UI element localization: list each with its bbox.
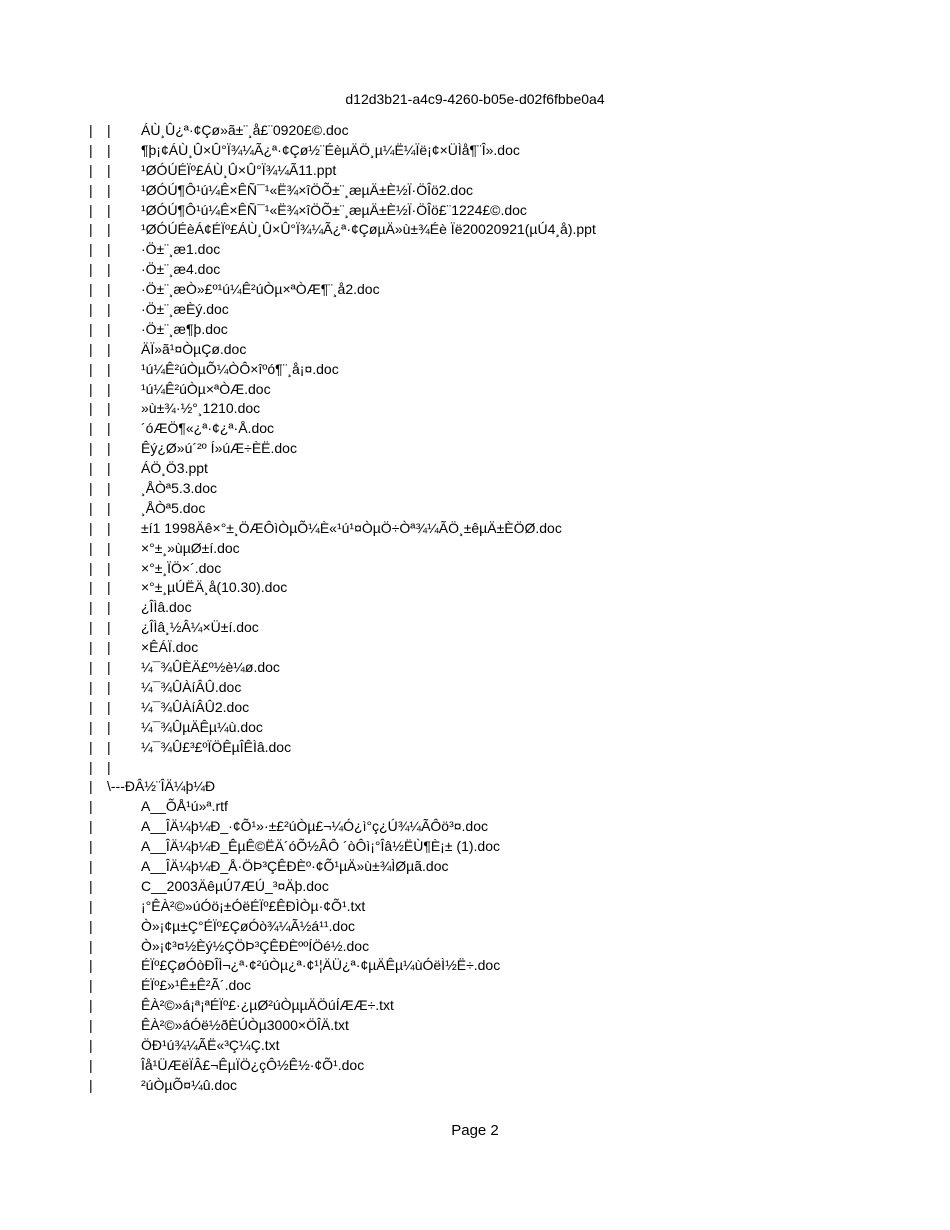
list-item [0, 1036, 950, 1056]
tree-pipe: | [107, 678, 111, 695]
file-name: ÉÏº£»¹Ê±Ê²Ã´.doc [141, 977, 252, 994]
list-item [0, 360, 950, 380]
tree-pipe: | [89, 320, 93, 337]
file-name: ÉÏº£ÇøÓòÐÎÌ¬¿ª·¢²úÒµ¿ª·¢¹¦ÄÜ¿ª·¢µÄÊµ¼ùÓëÌ½Ë÷.doc [141, 957, 501, 974]
file-name: ×ÊÁÏ.doc [141, 639, 199, 656]
tree-pipe: | [89, 261, 93, 278]
document-header [0, 90, 950, 108]
file-name: ÁÖ¸Ö3.ppt [141, 460, 208, 477]
file-name: ·Ö±¨¸æÒ»£º¹ú¼Ê²úÒµ×ªÒÆ¶¨¸å2.doc [141, 281, 380, 298]
tree-pipe: | [107, 539, 111, 556]
tree-pipe: | [107, 698, 111, 715]
tree-pipe: | [107, 320, 111, 337]
tree-pipe: | [107, 420, 111, 437]
list-item [0, 658, 950, 678]
tree-pipe: | [89, 241, 93, 258]
tree-pipe: | [89, 480, 93, 497]
file-name: ¼¯¾ÛÈÄ£º½è¼ø.doc [141, 659, 280, 676]
tree-pipe: | [89, 181, 93, 198]
tree-pipe: | [89, 718, 93, 735]
tree-pipe: | [107, 201, 111, 218]
document-title: d12d3b21-a4c9-4260-b05e-d02f6fbbe0a4 [345, 91, 605, 107]
file-name: ´óÆÖ¶«¿ª·¢¿ª·Å.doc [141, 420, 275, 437]
list-item [0, 300, 950, 320]
file-name: ±í1 1998Äê×°±¸ÖÆÔìÒµÕ¼È«¹ú¹¤ÒµÖ÷Òª¾¼ÃÖ¸±êµÄ±ÈÖØ.doc [141, 519, 562, 536]
tree-pipe: | [89, 857, 93, 874]
tree-pipe: | [89, 301, 93, 318]
file-name: ¹ØÓÚÉèÁ¢ÉÏº£ÁÙ¸Û×Û°Ï¾¼Ã¿ª·¢ÇøµÄ»ù±¾Éè Ïë20020921(µÚ4¸å).ppt [141, 221, 596, 238]
tree-pipe: | [89, 499, 93, 516]
tree-pipe: | [107, 241, 111, 258]
file-name: ÊÀ²©»á¡ª¡ªÉÏº£·¿µØ²úÒµµÄÖúÍÆÆ÷.txt [141, 997, 394, 1014]
tree-pipe: | [89, 201, 93, 218]
tree-pipe: | [89, 659, 93, 676]
file-name: ¸ÅÒª5.3.doc [141, 480, 217, 497]
list-item [0, 638, 950, 658]
tree-pipe: | [107, 141, 111, 158]
list-item [0, 280, 950, 300]
tree-pipe: | [89, 778, 93, 795]
file-name: ¼¯¾Û£³£ºÏÖÊµÎÊÌâ.doc [141, 738, 292, 755]
list-item [0, 559, 950, 579]
tree-pipe: | [89, 619, 93, 636]
tree-pipe: | [107, 301, 111, 318]
tree-pipe: | [107, 659, 111, 676]
tree-pipe: | [89, 997, 93, 1014]
file-name: ¹ú¼Ê²úÒµÕ¼ÒÔ×îºó¶¨¸å¡¤.doc [141, 360, 339, 377]
file-name: C__2003ÄêµÚ7ÆÚ_³¤Äþ.doc [141, 877, 329, 894]
file-name: ÊÀ²©»áÓë½ðÈÚÒµ3000×ÖÎÄ.txt [141, 1017, 349, 1034]
list-item [0, 1056, 950, 1076]
file-name: ÄÏ»ã¹¤ÒµÇø.doc [141, 340, 247, 357]
file-name: ×°±¸»ùµØ±í.doc [141, 539, 240, 556]
tree-pipe: | [89, 639, 93, 656]
tree-pipe: | [89, 1017, 93, 1034]
tree-pipe: | [89, 559, 93, 576]
file-name: ¶þ¡¢ÁÙ¸Û×Û°Ï¾¼Ã¿ª·¢Çø½¨ÉèµÄÖ¸µ¼Ë¼Ïë¡¢×ÜÌå¶¨Î».doc [141, 141, 520, 158]
list-item [0, 439, 950, 459]
tree-pipe: | [89, 678, 93, 695]
tree-pipe: | [89, 599, 93, 616]
tree-pipe: | [89, 340, 93, 357]
file-name: ²úÒµÕ¤¼û.doc [141, 1076, 238, 1093]
tree-pipe: | [107, 579, 111, 596]
tree-pipe: | [89, 1036, 93, 1053]
list-item [0, 459, 950, 479]
list-item [0, 837, 950, 857]
tree-pipe: | [89, 440, 93, 457]
folder-name: \---ÐÂ½¨ÎÄ¼þ¼Ð [107, 778, 216, 795]
list-item [0, 917, 950, 937]
list-item [0, 539, 950, 559]
tree-pipe: | [89, 957, 93, 974]
file-name: A__ÎÄ¼þ¼Ð_Å·ÖÞ³ÇÊÐÈº·¢Õ¹µÄ»ù±¾ÌØµã.doc [141, 857, 449, 874]
file-name: ¼¯¾ÛÀíÂÛ2.doc [141, 698, 250, 715]
list-item [0, 181, 950, 201]
list-item [0, 718, 950, 738]
list-item [0, 419, 950, 439]
tree-pipe: | [89, 539, 93, 556]
list-item [0, 340, 950, 360]
file-name: ¹ú¼Ê²úÒµ×ªÒÆ.doc [141, 380, 271, 397]
tree-pipe: | [89, 400, 93, 417]
tree-pipe: | [107, 221, 111, 238]
tree-pipe: | [89, 360, 93, 377]
file-name: ×°±¸ÏÖ×´.doc [141, 559, 222, 576]
list-item [0, 897, 950, 917]
file-name: ¡°ÊÀ²©»úÓö¡±ÓëÉÏº£ÊÐÌÒµ·¢Õ¹.txt [141, 897, 366, 914]
list-item [0, 320, 950, 340]
file-name: ¹ØÓÚ¶Ô¹ú¼Ê×ÊÑ¯¹«Ë¾×îÖÕ±¨¸æµÄ±È½Ï·ÖÎö£¨1224£©.doc [141, 201, 527, 218]
tree-pipe: | [107, 400, 111, 417]
list-item [0, 499, 950, 519]
tree-pipe: | [107, 181, 111, 198]
file-name: ¹ØÓÚÉÏº£ÁÙ¸Û×Û°Ï¾¼Ã11.ppt [141, 161, 337, 178]
list-item [0, 1076, 950, 1096]
list-item [0, 976, 950, 996]
list-item [0, 598, 950, 618]
tree-pipe: | [89, 1056, 93, 1073]
tree-pipe: | [107, 738, 111, 755]
list-item [0, 260, 950, 280]
tree-pipe: | [107, 281, 111, 298]
list-item [0, 220, 950, 240]
tree-pipe: | [107, 460, 111, 477]
file-name: Ò»¡¢µ±Ç°ÉÏº£ÇøÓò¾¼Ã½á¹¹.doc [141, 917, 355, 934]
tree-pipe: | [89, 917, 93, 934]
tree-pipe: | [89, 281, 93, 298]
tree-pipe: | [89, 420, 93, 437]
file-name: ÁÙ¸Û¿ª·¢Çø»ã±¨¸å£¨0920£©.doc [141, 122, 349, 138]
page-footer [0, 1122, 950, 1140]
tree-pipe: | [89, 738, 93, 755]
tree-pipe: | [89, 798, 93, 815]
list-item [0, 797, 950, 817]
tree-pipe: | [107, 599, 111, 616]
tree-pipe: | [107, 559, 111, 576]
tree-pipe: | [89, 519, 93, 536]
tree-pipe: | [89, 161, 93, 178]
list-item [0, 956, 950, 976]
file-name: A__ÎÄ¼þ¼Ð_·¢Õ¹»·±£²úÒµ£¬¼Ó¿ì°ç¿Ú¾¼ÃÔö³¤.doc [141, 818, 488, 835]
folder-branch-row [0, 777, 950, 797]
list-item [0, 877, 950, 897]
list-item [0, 399, 950, 419]
list-item [0, 479, 950, 499]
file-name: Ò»¡¢³¤½Èý½ÇÖÞ³ÇÊÐÈººÍÖé½.doc [141, 937, 370, 954]
tree-pipe: | [107, 360, 111, 377]
file-tree-listing [0, 121, 950, 1096]
tree-pipe: | [107, 380, 111, 397]
tree-pipe: | [107, 161, 111, 178]
file-name: Êý¿Ø»ú´²º Í»úÆ÷ÈË.doc [141, 440, 297, 457]
list-item [0, 678, 950, 698]
tree-pipe: | [89, 122, 93, 138]
list-item [0, 121, 950, 141]
tree-pipe: | [89, 1076, 93, 1093]
tree-pipe: | [107, 718, 111, 735]
list-item [0, 937, 950, 957]
list-item [0, 380, 950, 400]
list-item [0, 1016, 950, 1036]
file-name: ×°±¸µÚËÄ¸å(10.30).doc [141, 579, 288, 596]
list-item [0, 201, 950, 221]
list-item [0, 738, 950, 758]
tree-pipe: | [89, 221, 93, 238]
file-name: ¼¯¾ÛÀíÂÛ.doc [141, 678, 242, 695]
tree-pipe: | [89, 380, 93, 397]
file-name: ·Ö±¨¸æ1.doc [141, 241, 221, 258]
list-item [0, 161, 950, 181]
tree-pipe: | [107, 758, 111, 775]
tree-spacer-row [0, 758, 950, 778]
file-name: ÖÐ¹ú¾¼ÃË«³Ç¼Ç.txt [141, 1036, 280, 1053]
file-name: ¸ÅÒª5.doc [141, 499, 206, 516]
tree-pipe: | [107, 499, 111, 516]
list-item [0, 519, 950, 539]
file-name: A__ÕÅ¹ú»ª.rtf [141, 798, 228, 815]
tree-pipe: | [89, 698, 93, 715]
list-item [0, 578, 950, 598]
tree-pipe: | [89, 877, 93, 894]
tree-pipe: | [89, 758, 93, 775]
page-number: Page 2 [451, 1122, 499, 1139]
tree-pipe: | [107, 440, 111, 457]
tree-pipe: | [89, 460, 93, 477]
tree-pipe: | [107, 261, 111, 278]
tree-pipe: | [89, 141, 93, 158]
list-item [0, 141, 950, 161]
tree-pipe: | [89, 838, 93, 855]
tree-pipe: | [107, 340, 111, 357]
list-item [0, 240, 950, 260]
file-name: Îå¹ÜÆëÏÂ£¬ÊµÏÖ¿çÔ½Ê½·¢Õ¹.doc [141, 1056, 365, 1073]
file-name: ·Ö±¨¸æ4.doc [141, 261, 221, 278]
list-item [0, 698, 950, 718]
list-item [0, 996, 950, 1016]
file-name: ¹ØÓÚ¶Ô¹ú¼Ê×ÊÑ¯¹«Ë¾×îÖÕ±¨¸æµÄ±È½Ï·ÖÎö2.doc [141, 181, 474, 198]
tree-pipe: | [89, 897, 93, 914]
file-name: »ù±¾·½°¸1210.doc [141, 400, 261, 417]
file-name: ¿ÎÌâ¸½Â¼×Ü±í.doc [141, 619, 259, 636]
tree-pipe: | [107, 519, 111, 536]
tree-pipe: | [89, 579, 93, 596]
list-item [0, 618, 950, 638]
tree-pipe: | [107, 639, 111, 656]
list-item [0, 817, 950, 837]
file-name: ·Ö±¨¸æÈý.doc [141, 301, 229, 318]
file-name: ¿ÎÌâ.doc [141, 599, 192, 616]
tree-pipe: | [89, 937, 93, 954]
tree-pipe: | [89, 818, 93, 835]
list-item [0, 857, 950, 877]
file-name: ¼¯¾ÛµÄÊµ¼ù.doc [141, 718, 263, 735]
file-name: ·Ö±¨¸æ¶þ.doc [141, 320, 228, 337]
tree-pipe: | [107, 122, 111, 138]
tree-pipe: | [89, 977, 93, 994]
file-name: A__ÎÄ¼þ¼Ð_ÊµÊ©ËÄ´óÕ½ÂÔ ´òÔì¡°Îâ½ËÙ¶È¡± (1).doc [141, 838, 500, 855]
tree-pipe: | [107, 480, 111, 497]
tree-pipe: | [107, 619, 111, 636]
